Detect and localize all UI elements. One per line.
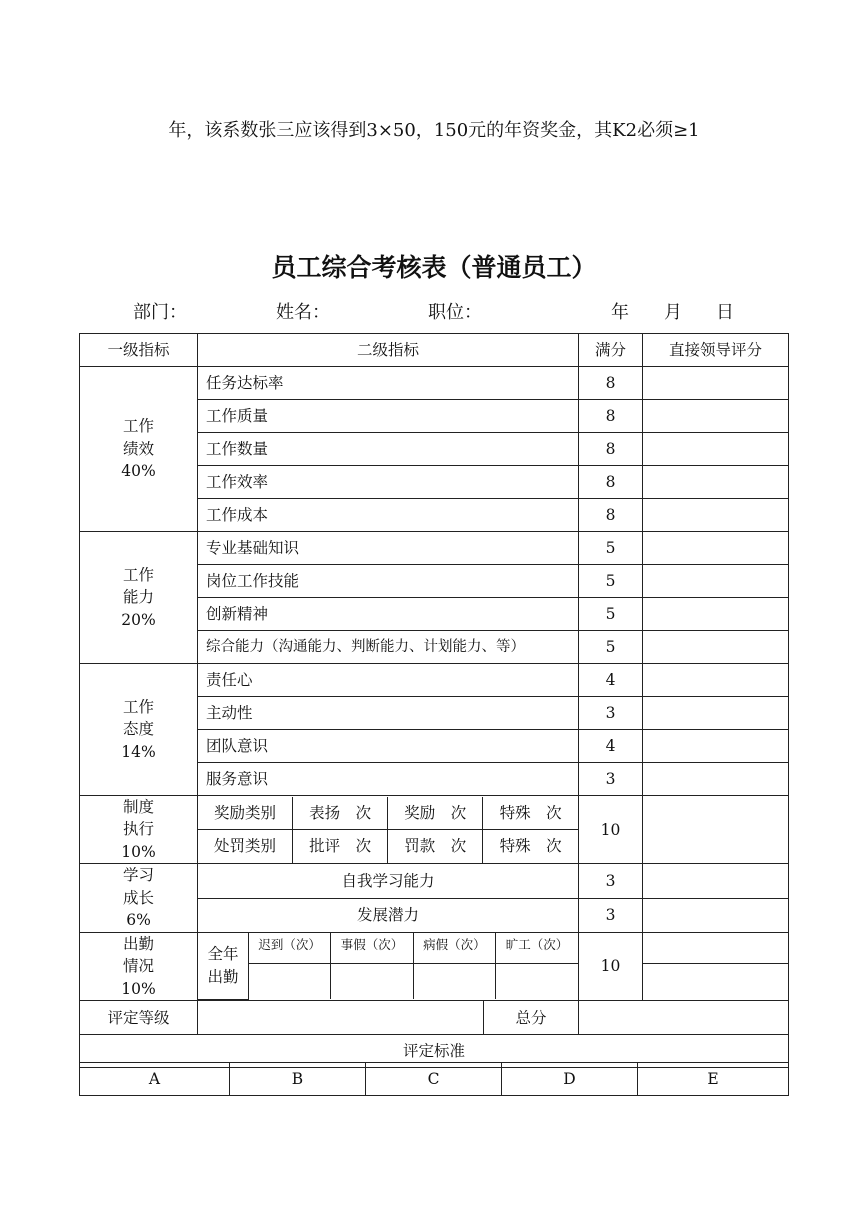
- full-score-value: 8: [579, 367, 643, 400]
- table-row: [80, 932, 789, 1000]
- indicator-name: 自我学习能力: [198, 864, 579, 898]
- discipline-detail: [198, 796, 579, 864]
- indicator-name: 责任心: [198, 664, 579, 697]
- grade-d: D: [502, 1063, 638, 1096]
- indicator-name: 工作数量: [198, 433, 579, 466]
- category-label-line: 出勤: [122, 934, 154, 953]
- absent-count-field[interactable]: [496, 963, 578, 999]
- leader-score-cell[interactable]: [643, 433, 789, 466]
- attendance-detail: [198, 932, 579, 1000]
- reward-count-field[interactable]: 奖励 次: [388, 797, 483, 830]
- total-score-field[interactable]: [579, 1001, 789, 1035]
- indicator-name: 主动性: [198, 697, 579, 730]
- category-label-line: 工作: [122, 697, 154, 716]
- full-score-value: 8: [579, 466, 643, 499]
- category-label-line: 能力: [122, 588, 154, 607]
- grade-c: C: [366, 1063, 502, 1096]
- grade-value-field[interactable]: [198, 1001, 484, 1034]
- table-row: [80, 532, 789, 565]
- leader-score-cell[interactable]: [643, 697, 789, 730]
- indicator-name: 专业基础知识: [198, 532, 579, 565]
- full-year-label-line: 全年: [207, 944, 239, 963]
- full-score-value: 5: [579, 532, 643, 565]
- personal-leave-field[interactable]: [331, 963, 413, 999]
- total-score-label: 总分: [484, 1001, 579, 1034]
- day-label: 日: [716, 302, 734, 323]
- indicator-name: 岗位工作技能: [198, 565, 579, 598]
- table-row: [80, 367, 789, 400]
- special-penalty-count-field[interactable]: 特殊 次: [483, 830, 578, 863]
- full-score-value: 4: [579, 730, 643, 763]
- praise-count-field[interactable]: 表扬 次: [293, 797, 388, 830]
- full-score-value: 3: [579, 864, 643, 898]
- position-label: 职位：: [428, 302, 482, 323]
- category-attendance: [80, 932, 198, 1000]
- penalty-category-label: 处罚类别: [198, 830, 293, 863]
- indicator-name: 综合能力（沟通能力、判断能力、计划能力、等）: [198, 631, 579, 664]
- category-label-line: 工作: [122, 417, 154, 436]
- category-weight: 14%: [121, 742, 156, 761]
- grade-label: 评定等级: [80, 1001, 198, 1035]
- leader-score-cell[interactable]: [643, 864, 789, 898]
- year-label: 年: [611, 302, 629, 323]
- category-weight: 10%: [121, 842, 156, 861]
- full-score-value: 8: [579, 400, 643, 433]
- sick-leave-field[interactable]: [413, 963, 495, 999]
- indicator-name: 服务意识: [198, 763, 579, 796]
- full-year-attendance-label: [198, 933, 249, 999]
- grade-e: E: [638, 1063, 789, 1096]
- evaluation-table: [79, 333, 789, 1068]
- leader-score-cell[interactable]: [643, 532, 789, 565]
- category-label-line: 制度: [122, 798, 154, 816]
- leader-score-cell[interactable]: [643, 598, 789, 631]
- leader-score-cell[interactable]: [643, 796, 789, 864]
- category-learning: [80, 864, 198, 932]
- grade-total-cell: [198, 1001, 579, 1035]
- category-label-line: 态度: [122, 720, 154, 739]
- category-weight: 10%: [121, 979, 156, 998]
- category-label-line: 成长: [122, 888, 154, 907]
- category-label-line: 情况: [122, 957, 154, 976]
- reward-category-label: 奖励类别: [198, 797, 293, 830]
- indicator-name: 工作效率: [198, 466, 579, 499]
- indicator-name: 创新精神: [198, 598, 579, 631]
- late-count-header: 迟到（次）: [249, 933, 331, 963]
- full-score-value: 10: [579, 796, 643, 864]
- special-reward-count-field[interactable]: 特殊 次: [483, 797, 578, 830]
- leader-score-cell[interactable]: [643, 898, 789, 932]
- full-score-value: 10: [579, 932, 643, 1000]
- full-score-value: 3: [579, 697, 643, 730]
- full-score-value: 3: [579, 763, 643, 796]
- category-work-attitude: [80, 664, 198, 796]
- grade-standard-table: [79, 1062, 789, 1096]
- late-count-field[interactable]: [249, 963, 331, 999]
- indicator-name: 团队意识: [198, 730, 579, 763]
- leader-score-cell[interactable]: [643, 631, 789, 664]
- category-weight: 40%: [121, 462, 156, 481]
- absent-count-header: 旷工（次）: [496, 933, 578, 963]
- leader-score-cell[interactable]: [643, 730, 789, 763]
- personal-leave-header: 事假（次）: [331, 933, 413, 963]
- month-label: 月: [664, 302, 682, 323]
- full-score-value: 8: [579, 499, 643, 532]
- full-score-value: 5: [579, 598, 643, 631]
- col-header-level1: 一级指标: [80, 334, 198, 367]
- leader-score-cell[interactable]: [643, 499, 789, 532]
- attendance-score-split: [643, 934, 788, 1000]
- col-header-level2: 二级指标: [198, 334, 579, 367]
- category-discipline: [80, 796, 198, 864]
- leader-score-cell[interactable]: [643, 664, 789, 697]
- grade-a: A: [80, 1063, 230, 1096]
- name-label: 姓名：: [276, 302, 330, 323]
- full-score-value: 5: [579, 631, 643, 664]
- standard-label: 评定标准: [80, 1035, 789, 1068]
- leader-score-cell[interactable]: [643, 932, 789, 1000]
- category-label-line: 工作: [122, 565, 154, 584]
- leader-score-subcell[interactable]: [643, 964, 788, 1000]
- category-work-ability: [80, 532, 198, 664]
- table-row: [80, 864, 789, 898]
- leader-score-subcell[interactable]: [643, 934, 788, 964]
- discipline-subtable: [198, 797, 578, 863]
- grade-total-subtable: [198, 1001, 578, 1034]
- table-row: [80, 1063, 789, 1096]
- indicator-name: 工作成本: [198, 499, 579, 532]
- full-score-value: 8: [579, 433, 643, 466]
- category-label-line: 绩效: [122, 439, 154, 458]
- category-label-line: 学习: [122, 866, 154, 885]
- leader-score-cell[interactable]: [643, 400, 789, 433]
- category-work-performance: [80, 367, 198, 532]
- indicator-name: 发展潜力: [198, 898, 579, 932]
- criticism-count-field[interactable]: 批评 次: [293, 830, 388, 863]
- full-score-value: 3: [579, 898, 643, 932]
- table-row: [80, 1001, 789, 1035]
- leader-score-cell[interactable]: [643, 367, 789, 400]
- category-weight: 20%: [121, 610, 156, 629]
- form-title: 员工综合考核表（普通员工）: [271, 253, 597, 282]
- intro-text-line: 年，该系数张三应该得到3×50，150元的年资奖金，其K2必须≥1: [168, 120, 700, 141]
- category-label-line: 执行: [122, 820, 154, 839]
- leader-score-cell[interactable]: [643, 565, 789, 598]
- table-header-row: [80, 334, 789, 367]
- sick-leave-header: 病假（次）: [413, 933, 495, 963]
- indicator-name: 任务达标率: [198, 367, 579, 400]
- table-row: [80, 664, 789, 697]
- grade-b: B: [230, 1063, 366, 1096]
- category-weight: 6%: [126, 911, 151, 930]
- full-score-value: 5: [579, 565, 643, 598]
- leader-score-cell[interactable]: [643, 763, 789, 796]
- department-label: 部门：: [133, 302, 187, 323]
- table-row: [80, 796, 789, 864]
- col-header-leader-score: 直接领导评分: [643, 334, 789, 367]
- fine-count-field[interactable]: 罚款 次: [388, 830, 483, 863]
- leader-score-cell[interactable]: [643, 466, 789, 499]
- indicator-name: 工作质量: [198, 400, 579, 433]
- full-year-label-line: 出勤: [207, 968, 239, 987]
- col-header-full-score: 满分: [579, 334, 643, 367]
- attendance-subtable: [198, 933, 578, 1000]
- full-score-value: 4: [579, 664, 643, 697]
